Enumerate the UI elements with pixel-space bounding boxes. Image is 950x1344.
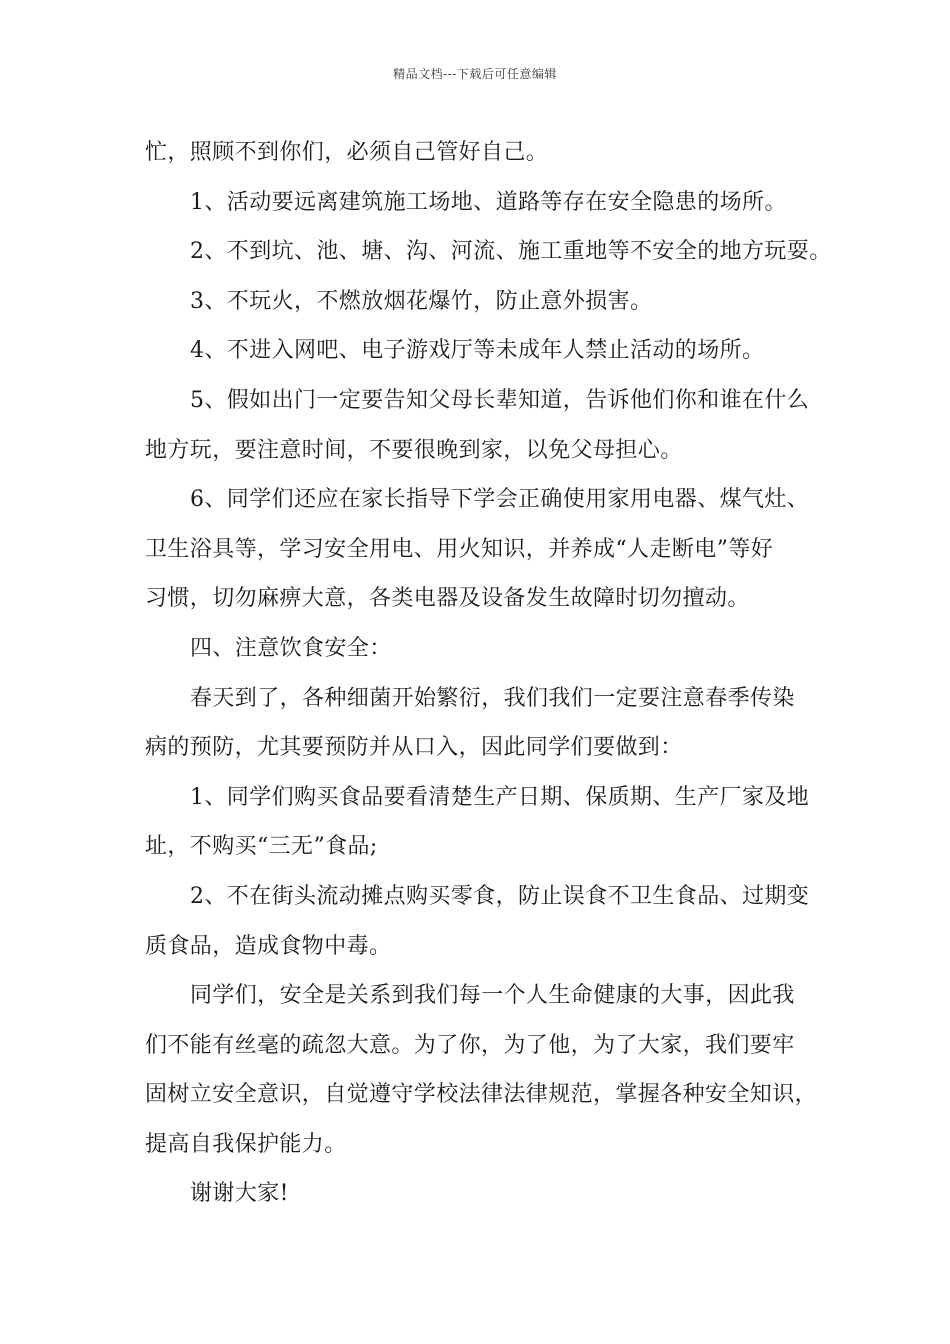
- text-line: 习惯，切勿麻痹大意，各类电器及设备发生故障时切勿擅动。: [145, 586, 750, 612]
- page-header: 精品文档---下载后可任意编辑: [393, 67, 557, 81]
- list-item: 1、活动要远离建筑施工场地、道路等存在安全隐患的场所。: [190, 189, 787, 215]
- text-line: 病的预防，尤其要预防并从口入，因此同学们要做到：: [145, 735, 683, 761]
- closing-line: 谢谢大家!: [190, 1181, 289, 1207]
- text-line: 提高自我保护能力。: [145, 1131, 347, 1157]
- text-line: 卫生浴具等，学习安全用电、用火知识，并养成“人走断电”等好: [145, 536, 774, 562]
- text-line: 质食品，造成食物中毒。: [145, 933, 392, 959]
- list-item: 2、不到坑、池、塘、沟、河流、施工重地等不安全的地方玩耍。: [190, 239, 832, 265]
- document-body: [145, 128, 832, 1219]
- list-item: 5、假如出门一定要告知父母长辈知道，告诉他们你和谁在什么: [190, 387, 810, 413]
- paragraph-line: 春天到了，各种细菌开始繁衍，我们我们一定要注意春季传染: [190, 685, 795, 711]
- list-item: 3、不玩火，不燃放烟花爆竹，防止意外损害。: [190, 288, 653, 314]
- list-item: 2、不在街头流动摊点购买零食，防止误食不卫生食品、过期变: [190, 883, 810, 909]
- text-line: 地方玩，要注意时间，不要很晚到家，以免父母担心。: [145, 437, 683, 463]
- text-line: 们不能有丝毫的疏忽大意。为了你，为了他，为了大家，我们要牢: [145, 1032, 795, 1058]
- list-item: 1、同学们购买食品要看清楚生产日期、保质期、生产厂家及地: [190, 784, 810, 810]
- text-line: 址，不购买“三无”食品;: [145, 834, 378, 860]
- list-item: 6、同学们还应在家长指导下学会正确使用家用电器、煤气灶、: [190, 487, 810, 513]
- text-line: 固树立安全意识，自觉遵守学校法律法律规范，掌握各种安全知识，: [145, 1082, 818, 1108]
- section-heading: 四、注意饮食安全：: [190, 635, 392, 661]
- text-line: 忙，照顾不到你们，必须自己管好自己。: [145, 140, 549, 165]
- list-item: 4、不进入网吧、电子游戏厅等未成年人禁止活动的场所。: [190, 338, 765, 364]
- paragraph-line: 同学们，安全是关系到我们每一个人生命健康的大事，因此我: [190, 983, 795, 1009]
